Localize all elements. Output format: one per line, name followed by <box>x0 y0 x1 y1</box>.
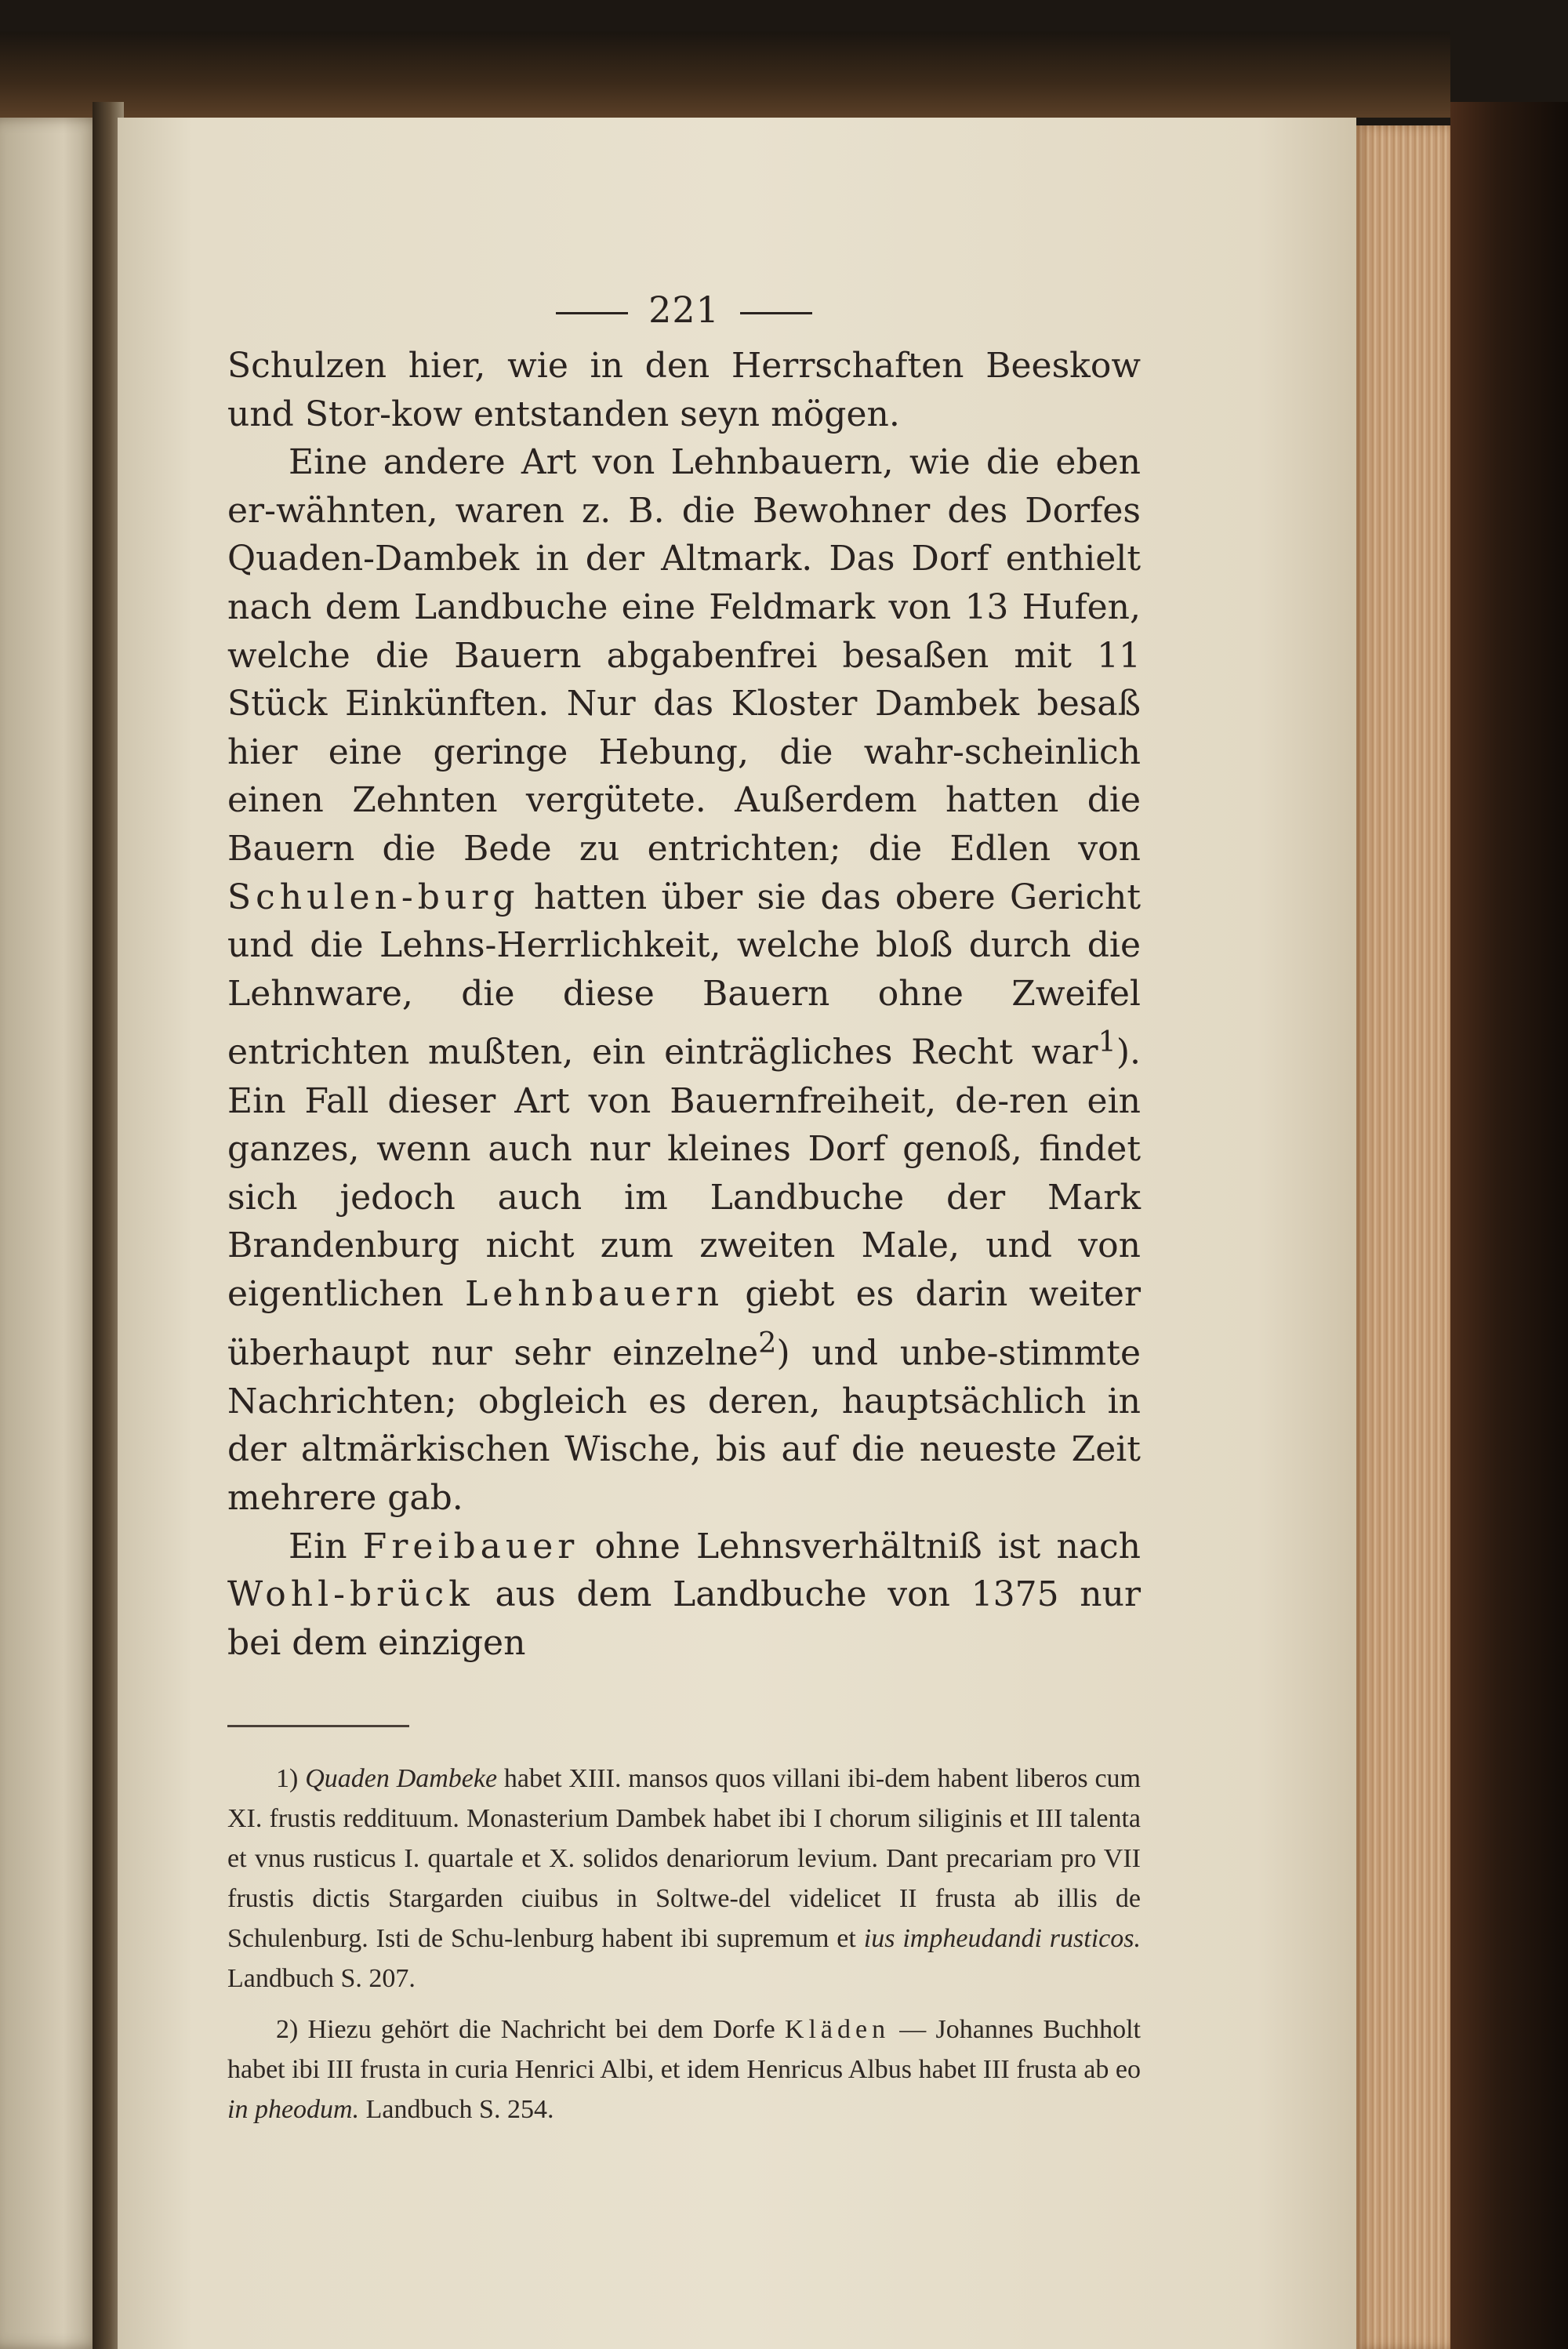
header-dash-right <box>740 312 812 314</box>
footnote-2 <box>227 2010 1141 2129</box>
text-run: — Johannes Buchholt habet ibi III frusta in curia Henrici Albi, et idem Henricus Albus habet III frusta ab eo <box>227 2015 1141 2085</box>
spaced-term: Lehnbauern <box>465 1273 724 1314</box>
text-run: aus dem Landbuche von 1375 nur bei dem einzigen <box>227 1574 1141 1663</box>
main-text <box>227 342 1141 1667</box>
footnote-ref-2: 2 <box>758 1325 777 1360</box>
previous-page-edge <box>0 118 106 2349</box>
book-cover-top <box>0 31 1450 118</box>
text-run: hatten über sie das obere Gericht und die Lehns-Herrlichkeit, welche bloß durch die Lehnware, die diese Bauern ohne Zweifel entrichten mußten, ein einträgliches Recht war <box>227 877 1141 1073</box>
text-run: Hiezu gehört die Nachricht bei dem Dorfe <box>307 2015 785 2045</box>
page-stack-edge <box>1356 125 1450 2349</box>
footnote-number: 1) <box>276 1764 306 1794</box>
text-run: ). Ein Fall dieser Art von Bauernfreiheit, de-ren ein ganzes, wenn auch nur kleines Dorf genoß, findet sich jedoch auch im Landbuche der Mark Brandenburg nicht zum zweiten Male, und von eigentlichen <box>227 1032 1141 1314</box>
footnote-number: 2) <box>276 2015 308 2045</box>
italic-text: in pheodum. <box>227 2095 360 2125</box>
spaced-name: Kläden <box>784 2015 891 2045</box>
spaced-term: Freibauer <box>362 1526 579 1567</box>
header-dash-left <box>556 312 628 314</box>
text-run: ohne Lehnsverhältniß ist nach <box>579 1526 1141 1567</box>
text-run: giebt es darin weiter überhaupt nur sehr einzelne <box>227 1273 1141 1374</box>
spaced-name: Wohl-brück <box>227 1574 474 1615</box>
footnote-ref-1: 1 <box>1098 1025 1116 1059</box>
text-run: Ein <box>289 1526 363 1567</box>
page-number: 221 <box>648 289 720 331</box>
text-run: Eine andere Art von Lehnbauern, wie die eben er-wähnten, waren z. B. die Bewohner des Dorfes Quaden-Dambek in der Altmark. Das Dorf enthielt nach dem Landbuche eine Feldmark von 13 Hufen, welche die Bauern abgabenfrei besaßen mit 11 Stück Einkünften. Nur das Kloster Dambek besaß hier eine geringe Hebung, die wahr-scheinlich einen Zehnten vergütete. Außerdem hatten die Bauern die Bede zu entrichten; die Edlen von <box>227 442 1141 869</box>
footnote-rule <box>227 1725 409 1727</box>
text-run: habet XIII. mansos quos villani ibi-dem habent liberos cum XI. frustis reddituum. Monasterium Dambek habet ibi I chorum siliginis et III talenta et vnus rusticus I. quartale et X. solidos denariorum levium. Dant precariam pro VII frustis dictis Stargarden ciuibus in Soltwe-del videlicet II frusta ab illis de Schulenburg. Isti de Schu-lenburg habent ibi supremum et <box>227 1764 1141 1954</box>
page-header <box>227 282 1141 337</box>
paragraph-2 <box>227 438 1141 1522</box>
italic-text: Quaden Dambeke <box>305 1764 498 1794</box>
page-content <box>227 282 1141 2129</box>
spaced-name: Schulen-burg <box>227 877 520 917</box>
book-cover-right <box>1450 102 1568 2349</box>
italic-text: ius impheudandi rusticos. <box>863 1924 1141 1954</box>
text-run: Landbuch S. 254. <box>359 2095 554 2125</box>
paragraph-3 <box>227 1523 1141 1668</box>
paragraph-1: Schulzen hier, wie in den Herrschaften Beeskow und Stor-kow entstanden seyn mögen. <box>227 346 1141 434</box>
text-run: Landbuch S. 207. <box>227 1964 416 1994</box>
footnote-1 <box>227 1759 1141 1999</box>
footnotes <box>227 1759 1141 2129</box>
text-run: ) und unbe-stimmte Nachrichten; obgleich es deren, hauptsächlich in der altmärkischen Wische, bis auf die neueste Zeit mehrere gab. <box>227 1333 1141 1518</box>
